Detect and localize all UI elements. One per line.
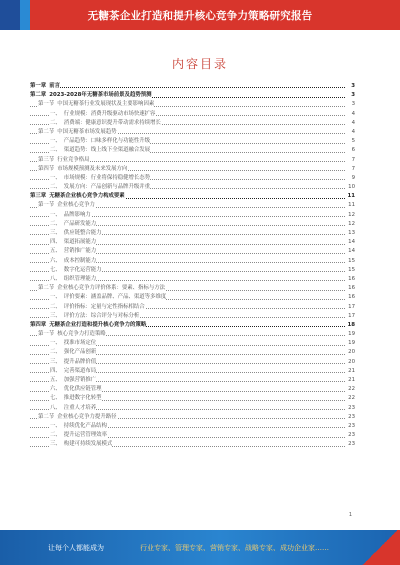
- toc-entry-number: 第二节: [38, 129, 57, 135]
- toc-entry-title: 企业核心竞争力: [57, 202, 95, 209]
- toc-entry-page: 23: [346, 431, 355, 440]
- toc-entry-page: 7: [350, 165, 355, 174]
- toc-entry[interactable]: [30, 422, 355, 431]
- toc-entry-number: 六、: [50, 386, 64, 392]
- toc-entry-title: 产品研发能力: [63, 220, 97, 227]
- toc-entry[interactable]: [30, 119, 355, 128]
- toc-entry-page: 17: [346, 303, 355, 312]
- toc-entry[interactable]: [30, 229, 355, 238]
- toc-entry-title: 行业规模：消费升级驱动市场快速扩容: [63, 110, 156, 117]
- toc-entry[interactable]: [30, 100, 355, 109]
- toc-entry-number: 八、: [50, 405, 64, 411]
- toc-entry[interactable]: [30, 238, 355, 247]
- toc-entry-title: 营销推广能力: [63, 248, 97, 255]
- toc-entry-number: 一、: [50, 294, 64, 300]
- toc-entry-number: 四、: [50, 368, 64, 374]
- toc-entry[interactable]: [30, 156, 355, 165]
- toc-entry-number: 四、: [50, 239, 64, 245]
- toc-entry-number: 第四节: [38, 166, 57, 172]
- toc-entry[interactable]: [30, 91, 355, 100]
- toc-entry-page: 15: [346, 257, 355, 266]
- toc-entry-page: 23: [346, 440, 355, 449]
- toc-entry-number: 二、: [50, 120, 64, 126]
- toc-entry-page: 16: [346, 284, 355, 293]
- toc-entry-page: 14: [346, 247, 355, 256]
- toc-entry[interactable]: [30, 394, 355, 403]
- toc-entry-title: 产品趋势：口味多样化与功能性升级: [63, 138, 151, 145]
- toc-entry-number: 一、: [50, 212, 64, 218]
- toc-entry-title: 2023-2028年无糖茶市场前景及趋势预测: [49, 92, 152, 99]
- footer-red-corner: [360, 530, 400, 565]
- toc-entry[interactable]: [30, 330, 355, 339]
- toc-entry-page: 14: [346, 238, 355, 247]
- toc-entry[interactable]: [30, 284, 355, 293]
- toc-entry[interactable]: [30, 413, 355, 422]
- toc-entry-page: 22: [346, 385, 355, 394]
- toc-entry-number: 五、: [50, 248, 64, 254]
- toc-entry-number: 二、: [50, 432, 64, 438]
- toc-entry[interactable]: [30, 440, 355, 449]
- toc-entry-number: 第一节: [38, 202, 57, 208]
- toc-entry-title: 提升运营管理效率: [63, 432, 107, 439]
- toc-entry-number: 三、: [50, 359, 64, 365]
- toc-entry-number: 第一节: [38, 101, 57, 107]
- toc-entry[interactable]: [30, 367, 355, 376]
- toc-entry-page: 6: [350, 146, 355, 155]
- toc-entry-number: 一、: [50, 340, 64, 346]
- toc-entry-title: 消费端：健康意识提升带动需求持续增长: [63, 119, 161, 126]
- toc-entry-page: 23: [346, 413, 355, 422]
- toc-entry-page: 9: [350, 174, 355, 183]
- toc-entry-title: 中国无糖茶市场发展趋势: [57, 128, 117, 135]
- toc-entry-title: 提升品牌价值: [63, 358, 97, 365]
- toc-entry[interactable]: [30, 192, 355, 201]
- toc-entry[interactable]: [30, 303, 355, 312]
- toc-entry-title: 无糖茶企业打造和提升核心竞争力的策略: [49, 321, 147, 328]
- toc-entry-page: 11: [346, 201, 355, 210]
- footer-slogan-left: 让每个人都能成为: [48, 544, 104, 552]
- toc-entry-title: 核心竞争力打造策略: [57, 331, 106, 338]
- toc-entry-title: 无糖茶企业核心竞争力构成要素: [49, 193, 125, 200]
- toc-entry-page: 17: [346, 312, 355, 321]
- toc-entry-title: 市场规模：行业将保持稳健增长态势: [63, 174, 151, 181]
- toc-entry-page: 23: [346, 404, 355, 413]
- toc-entry[interactable]: [30, 257, 355, 266]
- toc-entry[interactable]: [30, 404, 355, 413]
- toc-entry-page: 21: [346, 367, 355, 376]
- toc-entry-title: 前言: [49, 83, 60, 89]
- toc-entry-page: 3: [349, 82, 355, 91]
- toc-entry[interactable]: [30, 211, 355, 220]
- toc-entry-title: 构建可持续发展模式: [63, 441, 113, 448]
- toc-entry-number: 第二节: [38, 414, 57, 420]
- toc-entry-title: 组织管理能力: [63, 275, 97, 282]
- toc-entry-number: 第一章: [30, 83, 49, 89]
- toc-entry-page: 15: [346, 266, 355, 275]
- toc-entry-page: 4: [350, 110, 355, 119]
- toc-entry[interactable]: [30, 385, 355, 394]
- toc-entry-number: 三、: [50, 313, 64, 319]
- toc-entry-title: 推进数字化转型: [63, 395, 102, 402]
- toc-dot-leader: [30, 87, 345, 88]
- toc-entry-title: 市场规模预测及未来发展方向: [57, 165, 128, 172]
- toc-entry[interactable]: [30, 128, 355, 137]
- toc-entry-number: 第二章: [30, 92, 49, 98]
- toc-entry-number: 第二节: [38, 285, 57, 291]
- toc-entry-page: 22: [346, 394, 355, 403]
- toc-entry[interactable]: [30, 348, 355, 357]
- toc-entry-page: 21: [346, 376, 355, 385]
- toc-entry-number: 五、: [50, 377, 64, 383]
- toc-entry-page: 4: [350, 128, 355, 137]
- toc-entry-number: 二、: [50, 184, 64, 190]
- toc-entry-title: 发展方向：产品创新与品牌升级并重: [63, 184, 151, 191]
- toc-entry[interactable]: [30, 165, 355, 174]
- page-footer: [0, 530, 400, 565]
- toc-entry-number: 三、: [50, 441, 64, 447]
- toc-entry-title: 强化产品创新: [63, 349, 97, 356]
- page-number: 1: [348, 512, 352, 518]
- toc-entry[interactable]: [30, 293, 355, 302]
- toc-entry[interactable]: [30, 376, 355, 385]
- toc-entry-title: 加强营销推广: [63, 377, 97, 383]
- footer-slogan-right: 行业专家、管理专家、营销专家、战略专家、成功企业家……: [140, 544, 329, 552]
- toc-entry[interactable]: [30, 201, 355, 210]
- toc-entry-page: 3: [349, 91, 355, 100]
- toc-entry[interactable]: [30, 358, 355, 367]
- toc-entry-page: 16: [346, 293, 355, 302]
- toc-entry[interactable]: [30, 321, 355, 330]
- table-of-contents: [30, 82, 355, 450]
- toc-entry[interactable]: [30, 110, 355, 119]
- toc-entry-title: 企业核心竞争力评价体系：要素、指标与方法: [57, 285, 166, 292]
- page-header: [0, 0, 400, 30]
- toc-entry-page: 5: [350, 137, 355, 146]
- toc-entry-page: 7: [350, 156, 355, 165]
- toc-entry-number: 第三章: [30, 193, 49, 199]
- toc-entry-page: 12: [346, 220, 355, 229]
- toc-entry-title: 评价要素：涵盖品牌、产品、渠道等多维度: [63, 294, 167, 301]
- toc-entry-number: 三、: [50, 230, 64, 236]
- toc-entry-number: 第一节: [38, 331, 57, 337]
- toc-entry-title: 评价方法：综合评分与对标分析: [63, 312, 140, 319]
- toc-entry-page: 18: [345, 321, 355, 330]
- toc-entry-page: 4: [350, 119, 355, 128]
- toc-entry-number: 一、: [50, 423, 64, 429]
- toc-entry-title: 优化供应链管理: [63, 386, 102, 393]
- toc-entry[interactable]: [30, 137, 355, 146]
- toc-entry-page: 20: [346, 358, 355, 367]
- toc-entry-number: 八、: [50, 276, 64, 282]
- toc-entry-number: 一、: [50, 175, 64, 181]
- report-title: 无糖茶企业打造和提升核心竞争力策略研究报告: [87, 10, 313, 22]
- toc-entry-page: 11: [345, 192, 355, 201]
- toc-entry[interactable]: [30, 220, 355, 229]
- toc-entry-page: 3: [350, 100, 355, 109]
- toc-entry[interactable]: [30, 247, 355, 256]
- toc-entry-title: 行业竞争格局: [57, 156, 90, 163]
- toc-entry-title: 注重人才培养: [63, 404, 97, 411]
- toc-entry-title: 找准市场定位: [63, 340, 97, 347]
- toc-entry-title: 供应链整合能力: [63, 230, 102, 236]
- toc-entry-title: 渠道趋势：线上线下全渠道融合发展: [63, 147, 151, 154]
- toc-entry[interactable]: [30, 312, 355, 321]
- toc-entry-page: 19: [346, 339, 355, 348]
- toc-entry-title: 数字化运营能力: [63, 266, 102, 273]
- toc-entry-number: 七、: [50, 395, 64, 401]
- toc-entry-number: 第三节: [38, 157, 57, 163]
- toc-entry-page: 23: [346, 422, 355, 431]
- toc-entry-number: 二、: [50, 147, 64, 153]
- toc-entry[interactable]: [30, 339, 355, 348]
- toc-entry-number: 六、: [50, 258, 64, 264]
- toc-entry-title: 成本控制能力: [63, 257, 97, 264]
- toc-entry-number: 第四章: [30, 322, 49, 328]
- toc-entry-title: 中国无糖茶行业发展现状及主要影响因素: [57, 101, 155, 108]
- toc-entry-page: 12: [346, 211, 355, 220]
- toc-entry-title: 企业核心竞争力提升路径: [57, 413, 117, 420]
- toc-entry[interactable]: [30, 82, 355, 91]
- toc-entry-title: 评价指标：定量与定性指标相结合: [63, 303, 145, 310]
- toc-entry-number: 一、: [50, 111, 64, 117]
- toc-entry-title: 持续优化产品结构: [63, 422, 107, 429]
- toc-entry[interactable]: [30, 146, 355, 155]
- toc-entry[interactable]: [30, 174, 355, 183]
- toc-entry-page: 13: [346, 229, 355, 238]
- toc-entry[interactable]: [30, 266, 355, 275]
- toc-entry[interactable]: [30, 275, 355, 284]
- toc-entry-page: 19: [346, 330, 355, 339]
- toc-entry-page: 20: [346, 348, 355, 357]
- toc-entry-page: 10: [346, 183, 355, 192]
- toc-heading: 内容目录: [171, 57, 228, 71]
- toc-entry-title: 品牌影响力: [63, 211, 91, 218]
- toc-entry-number: 二、: [50, 304, 64, 310]
- toc-entry[interactable]: [30, 431, 355, 440]
- toc-entry-title: 渠道拓展能力: [63, 239, 97, 246]
- toc-entry[interactable]: [30, 183, 355, 192]
- toc-entry-number: 二、: [50, 349, 64, 355]
- toc-entry-title: 完善渠道布局: [63, 367, 97, 374]
- toc-entry-page: 16: [346, 275, 355, 284]
- toc-entry-number: 七、: [50, 267, 64, 273]
- toc-entry-number: 一、: [50, 138, 64, 144]
- toc-entry-number: 二、: [50, 221, 64, 227]
